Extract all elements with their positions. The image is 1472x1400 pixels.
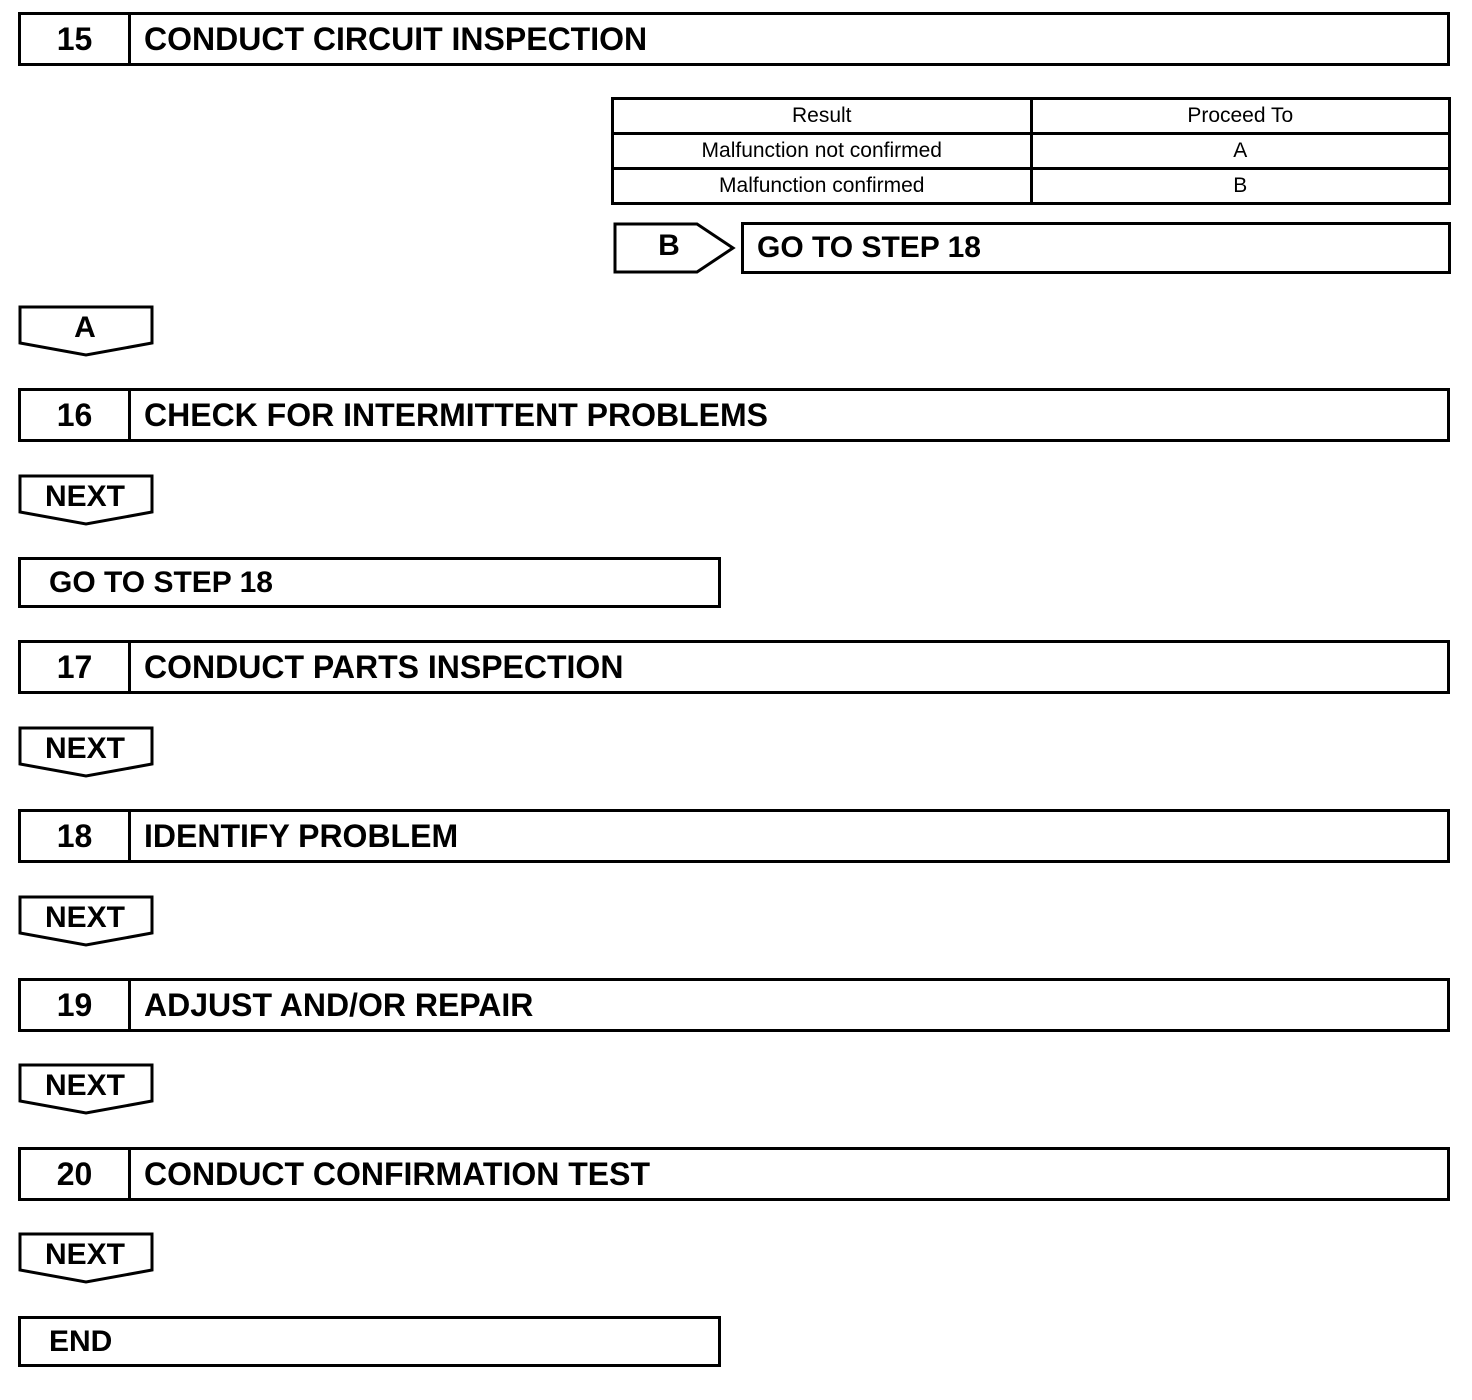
tag-next — [18, 474, 156, 526]
branch-label: B — [658, 229, 680, 262]
tag-next — [18, 895, 156, 947]
branch-b-target-text: GO TO STEP 18 — [757, 231, 981, 264]
result-table — [611, 97, 1451, 205]
table-cell-proceed: A — [1031, 134, 1450, 169]
step-17 — [18, 640, 1450, 694]
end-text: END — [49, 1324, 113, 1358]
step-title: CHECK FOR INTERMITTENT PROBLEMS — [144, 396, 768, 433]
step-number: 17 — [21, 643, 131, 691]
step-16 — [18, 388, 1450, 442]
step-number: 15 — [21, 15, 131, 63]
table-header-result: Result — [613, 99, 1032, 134]
branch-b-target-box — [741, 222, 1451, 274]
step-title: IDENTIFY PROBLEM — [144, 817, 459, 854]
step-title: ADJUST AND/OR REPAIR — [144, 986, 534, 1023]
tag-label: NEXT — [44, 480, 125, 513]
tag-label: NEXT — [44, 1238, 125, 1271]
table-cell-result: Malfunction confirmed — [613, 169, 1032, 204]
go-to-step-18-box — [18, 557, 721, 608]
tag-label: A — [74, 311, 96, 344]
tag-next — [18, 1063, 156, 1115]
step-title: CONDUCT CIRCUIT INSPECTION — [144, 20, 648, 57]
table-cell-proceed: B — [1031, 169, 1450, 204]
tag-label: NEXT — [44, 732, 125, 765]
step-title: CONDUCT CONFIRMATION TEST — [144, 1155, 651, 1192]
end-box — [18, 1316, 721, 1367]
step-title: CONDUCT PARTS INSPECTION — [144, 648, 624, 685]
go-to-step-18-text: GO TO STEP 18 — [49, 565, 273, 599]
table-header-proceed-to: Proceed To — [1031, 99, 1450, 134]
table-cell-result: Malfunction not confirmed — [613, 134, 1032, 169]
step-number: 19 — [21, 981, 131, 1029]
step-number: 20 — [21, 1150, 131, 1198]
branch-b-arrow — [613, 222, 737, 274]
step-number: 16 — [21, 391, 131, 439]
step-20 — [18, 1147, 1450, 1201]
table-row — [613, 169, 1450, 204]
tag-label: NEXT — [44, 1069, 125, 1102]
table-row — [613, 134, 1450, 169]
step-19 — [18, 978, 1450, 1032]
tag-a — [18, 305, 156, 357]
step-18 — [18, 809, 1450, 863]
step-15 — [18, 12, 1450, 66]
step-number: 18 — [21, 812, 131, 860]
tag-next — [18, 1232, 156, 1284]
tag-next — [18, 726, 156, 778]
table-header-row — [613, 99, 1450, 134]
tag-label: NEXT — [44, 901, 125, 934]
